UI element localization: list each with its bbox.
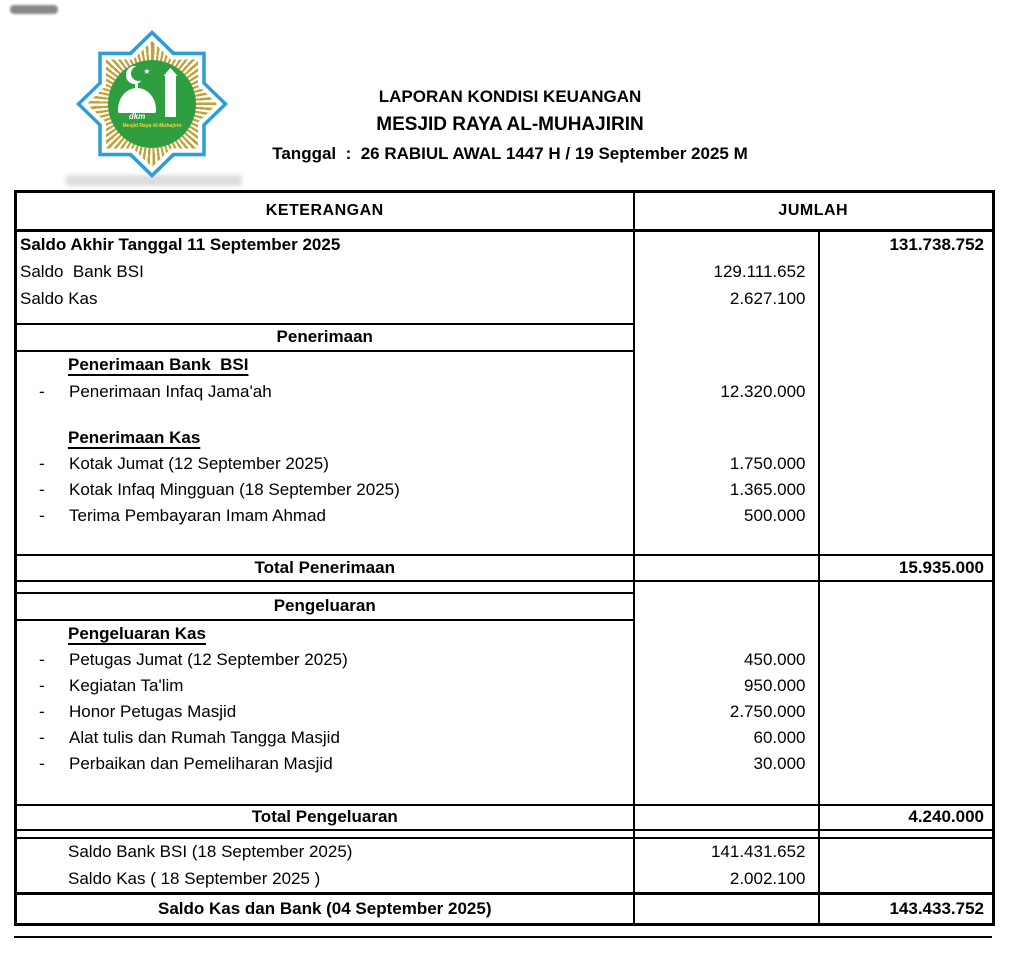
spacer-row — [16, 405, 994, 425]
mosque-name: MESJID RAYA AL-MUHAJIRIN — [376, 114, 644, 135]
table-row — [16, 673, 994, 699]
item-label: Penerimaan Infaq Jama'ah — [69, 381, 272, 401]
table-row — [16, 751, 994, 777]
item-amount: 950.000 — [634, 673, 819, 699]
bullet-dash: - — [39, 479, 45, 499]
table-bottom-double-line — [14, 936, 992, 938]
logo-dkm-text: dkm — [128, 111, 146, 121]
item-label: Honor Petugas Masjid — [69, 701, 237, 721]
report-title: LAPORAN KONDISI KEUANGAN — [378, 87, 642, 106]
opening-cash-label: Saldo Kas — [16, 286, 634, 312]
penerimaan-band-row — [16, 324, 994, 351]
bullet-dash: - — [39, 753, 45, 773]
column-header-keterangan: KETERANGAN — [16, 192, 634, 231]
bullet-dash: - — [39, 701, 45, 721]
item-label: Kotak Jumat (12 September 2025) — [69, 453, 329, 473]
table-row — [16, 451, 994, 477]
grand-total-amount: 143.433.752 — [889, 899, 985, 918]
total-pengeluaran-row — [16, 805, 994, 830]
closing-bank-row — [16, 838, 994, 866]
report-date: Tanggal : 26 RABIUL AWAL 1447 H / 19 September 2025 M — [272, 144, 748, 163]
pengeluaran-kas-heading-row — [16, 620, 994, 647]
closing-cash-amount: 2.002.100 — [634, 866, 819, 894]
item-amount: 450.000 — [634, 647, 819, 673]
item-amount: 1.750.000 — [634, 451, 819, 477]
table-row — [16, 647, 994, 673]
item-label: Terima Pembayaran Imam Ahmad — [69, 505, 326, 525]
table-row — [16, 379, 994, 405]
item-label: Perbaikan dan Pemeliharan Masjid — [69, 753, 333, 773]
pengeluaran-kas-heading: Pengeluaran Kas — [68, 623, 206, 643]
penerimaan-bank-heading: Penerimaan Bank BSI — [68, 355, 249, 374]
item-label: Petugas Jumat (12 September 2025) — [69, 649, 348, 669]
item-amount: 60.000 — [634, 725, 819, 751]
opening-bank-row — [16, 259, 994, 286]
opening-bank-label: Saldo Bank BSI — [16, 259, 634, 286]
bullet-dash: - — [39, 675, 45, 695]
item-amount: 12.320.000 — [634, 379, 819, 405]
finance-table — [14, 190, 995, 926]
closing-cash-row — [16, 866, 994, 894]
opening-balance-total: 131.738.752 — [889, 235, 985, 255]
pengeluaran-band-label: Pengeluaran — [16, 593, 634, 620]
bullet-dash: - — [39, 381, 45, 401]
total-pengeluaran-amount: 4.240.000 — [819, 805, 994, 830]
opening-balance-row — [16, 231, 994, 259]
column-header-jumlah: JUMLAH — [634, 192, 994, 231]
star-icon: ★ — [143, 66, 151, 76]
opening-bank-amount: 129.111.652 — [634, 259, 819, 286]
pengeluaran-band-row — [16, 593, 994, 620]
spacer-row — [16, 312, 994, 324]
bullet-dash: - — [39, 727, 45, 747]
opening-balance-label: Saldo Akhir Tanggal 11 September 2025 — [16, 231, 634, 259]
bullet-dash: - — [39, 453, 45, 473]
spacer-row — [16, 529, 994, 555]
item-amount: 1.365.000 — [634, 477, 819, 503]
spacer-row — [16, 777, 994, 805]
opening-cash-row — [16, 286, 994, 312]
penerimaan-kas-heading-row — [16, 425, 994, 451]
item-amount: 2.750.000 — [634, 699, 819, 725]
item-label: Kotak Infaq Mingguan (18 September 2025) — [69, 479, 400, 499]
spacer-row — [16, 581, 994, 593]
closing-cash-label: Saldo Kas ( 18 September 2025 ) — [16, 866, 634, 894]
total-penerimaan-amount: 15.935.000 — [819, 555, 994, 581]
total-penerimaan-label: Total Penerimaan — [16, 555, 634, 581]
grand-total-label: Saldo Kas dan Bank (04 September 2025) — [16, 894, 634, 925]
table-row — [16, 725, 994, 751]
penerimaan-kas-heading: Penerimaan Kas — [68, 427, 201, 447]
bullet-dash: - — [39, 649, 45, 669]
opening-cash-amount: 2.627.100 — [634, 286, 819, 312]
report-header — [0, 84, 1020, 168]
penerimaan-bank-heading-row — [16, 351, 994, 379]
total-pengeluaran-label: Total Pengeluaran — [16, 805, 634, 830]
table-row — [16, 477, 994, 503]
grand-total-row — [16, 894, 994, 925]
closing-bank-label: Saldo Bank BSI (18 September 2025) — [16, 838, 634, 866]
item-label: Kegiatan Ta'lim — [69, 675, 184, 695]
table-row — [16, 699, 994, 725]
penerimaan-band-label: Penerimaan — [16, 324, 634, 351]
double-line-spacer — [16, 830, 994, 838]
closing-bank-amount: 141.431.652 — [634, 838, 819, 866]
table-row — [16, 503, 994, 529]
item-amount: 500.000 — [634, 503, 819, 529]
item-label: Alat tulis dan Rumah Tangga Masjid — [69, 727, 340, 747]
total-penerimaan-row — [16, 555, 994, 581]
item-amount: 30.000 — [634, 751, 819, 777]
bullet-dash: - — [39, 505, 45, 525]
logo-caption: Mesjid Raya Al-Muhajirin — [122, 123, 182, 130]
scan-artifact — [10, 5, 58, 14]
table-header-row — [16, 192, 994, 231]
